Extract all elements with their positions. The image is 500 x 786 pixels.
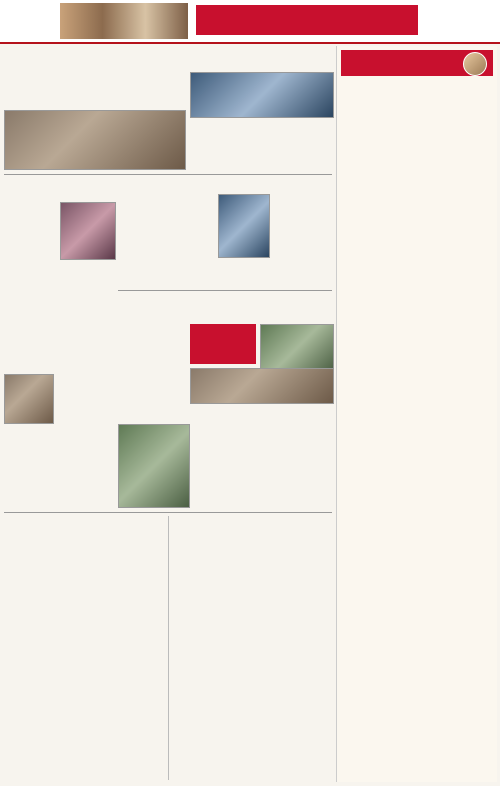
paper-logo <box>6 4 54 28</box>
story-health-review <box>190 46 332 170</box>
page-title <box>196 5 418 35</box>
horoscope-header <box>341 50 493 76</box>
divider <box>118 290 332 291</box>
masthead-photo-strip <box>60 3 188 39</box>
story-literary-forum <box>118 408 332 508</box>
story-body <box>4 181 56 237</box>
divider <box>4 512 332 513</box>
story-police-camp <box>4 178 114 350</box>
story-photo <box>60 202 116 260</box>
story-writer-appointed <box>118 178 332 274</box>
divider <box>4 174 332 175</box>
bottom-text-section <box>4 516 332 782</box>
astrologer-avatar <box>463 52 487 76</box>
story-photo <box>4 374 54 424</box>
story-body-cont <box>272 194 332 272</box>
story-photo <box>118 424 190 508</box>
horoscope-column <box>336 46 497 782</box>
story-library-supply <box>118 276 332 288</box>
story-self-govt-day <box>118 294 332 404</box>
story-photo-2 <box>190 368 334 404</box>
story-body <box>4 430 114 496</box>
story-highlight-banner <box>190 324 256 364</box>
story-body <box>192 424 332 506</box>
issue-info <box>426 4 496 38</box>
story-bankabazar <box>4 46 184 170</box>
story-photo <box>4 110 186 170</box>
story-photo <box>190 72 334 118</box>
story-body <box>118 324 186 402</box>
column-divider <box>168 516 169 780</box>
story-continued <box>4 428 114 508</box>
story-body <box>118 194 214 272</box>
story-photo <box>218 194 270 258</box>
story-body <box>4 49 184 97</box>
masthead <box>0 0 500 44</box>
story-photo <box>260 324 334 372</box>
story-body <box>56 374 114 422</box>
bottom-text-right <box>172 516 332 780</box>
story-mountaineering <box>4 354 114 424</box>
bottom-text-left <box>4 516 164 780</box>
